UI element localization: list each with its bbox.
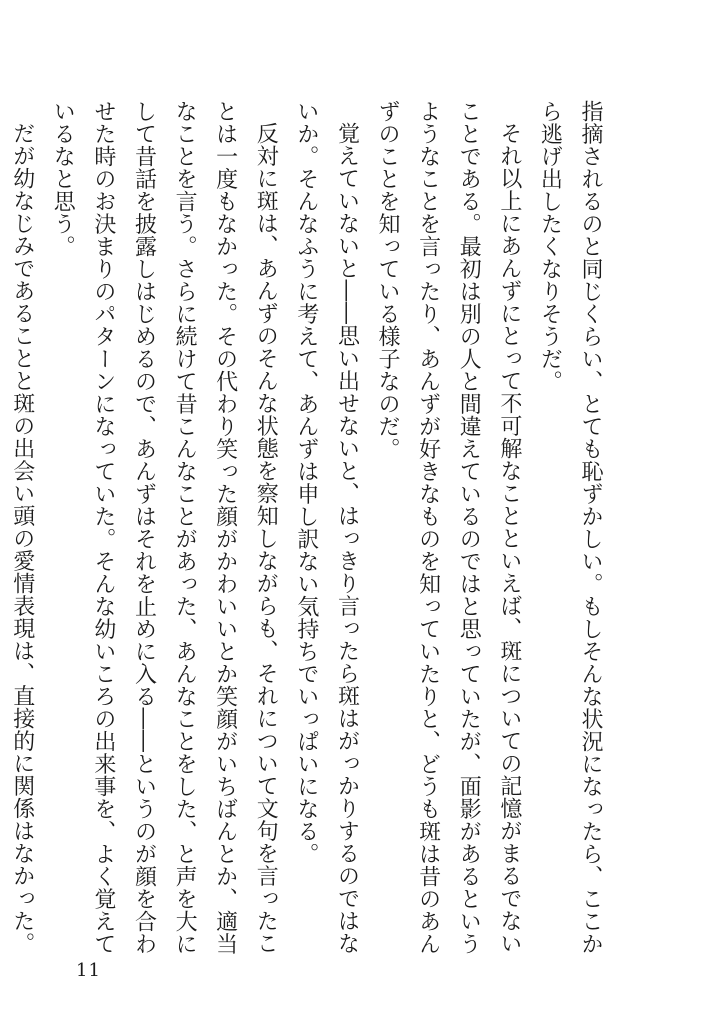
page-number: 11 bbox=[76, 960, 101, 981]
body-text bbox=[9, 100, 610, 960]
paragraph-5: だが幼なじみであることと斑の出会い頭の愛情表現は、直接的に関係はなかった。 bbox=[9, 122, 35, 955]
paragraph-1: 指摘されるのと同じくらい、とても恥ずかしい。もしそんな状況になったら、ここから逃げ出したくなりそうだ。 bbox=[537, 100, 603, 955]
paragraph-3: 覚えていないと――思い出せないと、はっきり言ったら斑はがっかりするのではないか。そんなふうに考えて、あんずは申し訳ない気持ちでいっぱいになる。 bbox=[293, 100, 360, 955]
paragraph-2: それ以上にあんずにとって不可解なことといえば、斑についての記憶がまるでないことである。最初は別の人と間違えているのではと思っていたが、面影があるというようなことを言ったり、あんずが好きなものを知っていたりと、どうも斑は昔のあんずのことを知っている様子なのだ。 bbox=[375, 100, 522, 955]
paragraph-4: 反対に斑は、あんずのそんな状態を察知しながらも、それについて文句を言ったことは一度もなかった。その代わり笑った顔がかわいいとか笑顔がいちばんとか、適当なことを言う。さらに続けて昔こんなことがあった、あんなことをした、と声を大にして昔話を披露しはじめるので、あんずはそれを止めに入る――というのが顔を合わせた時のお決まりのパターンになっていた。そんな幼いころの出来事を、よく覚えているなと思う。 bbox=[50, 100, 279, 955]
